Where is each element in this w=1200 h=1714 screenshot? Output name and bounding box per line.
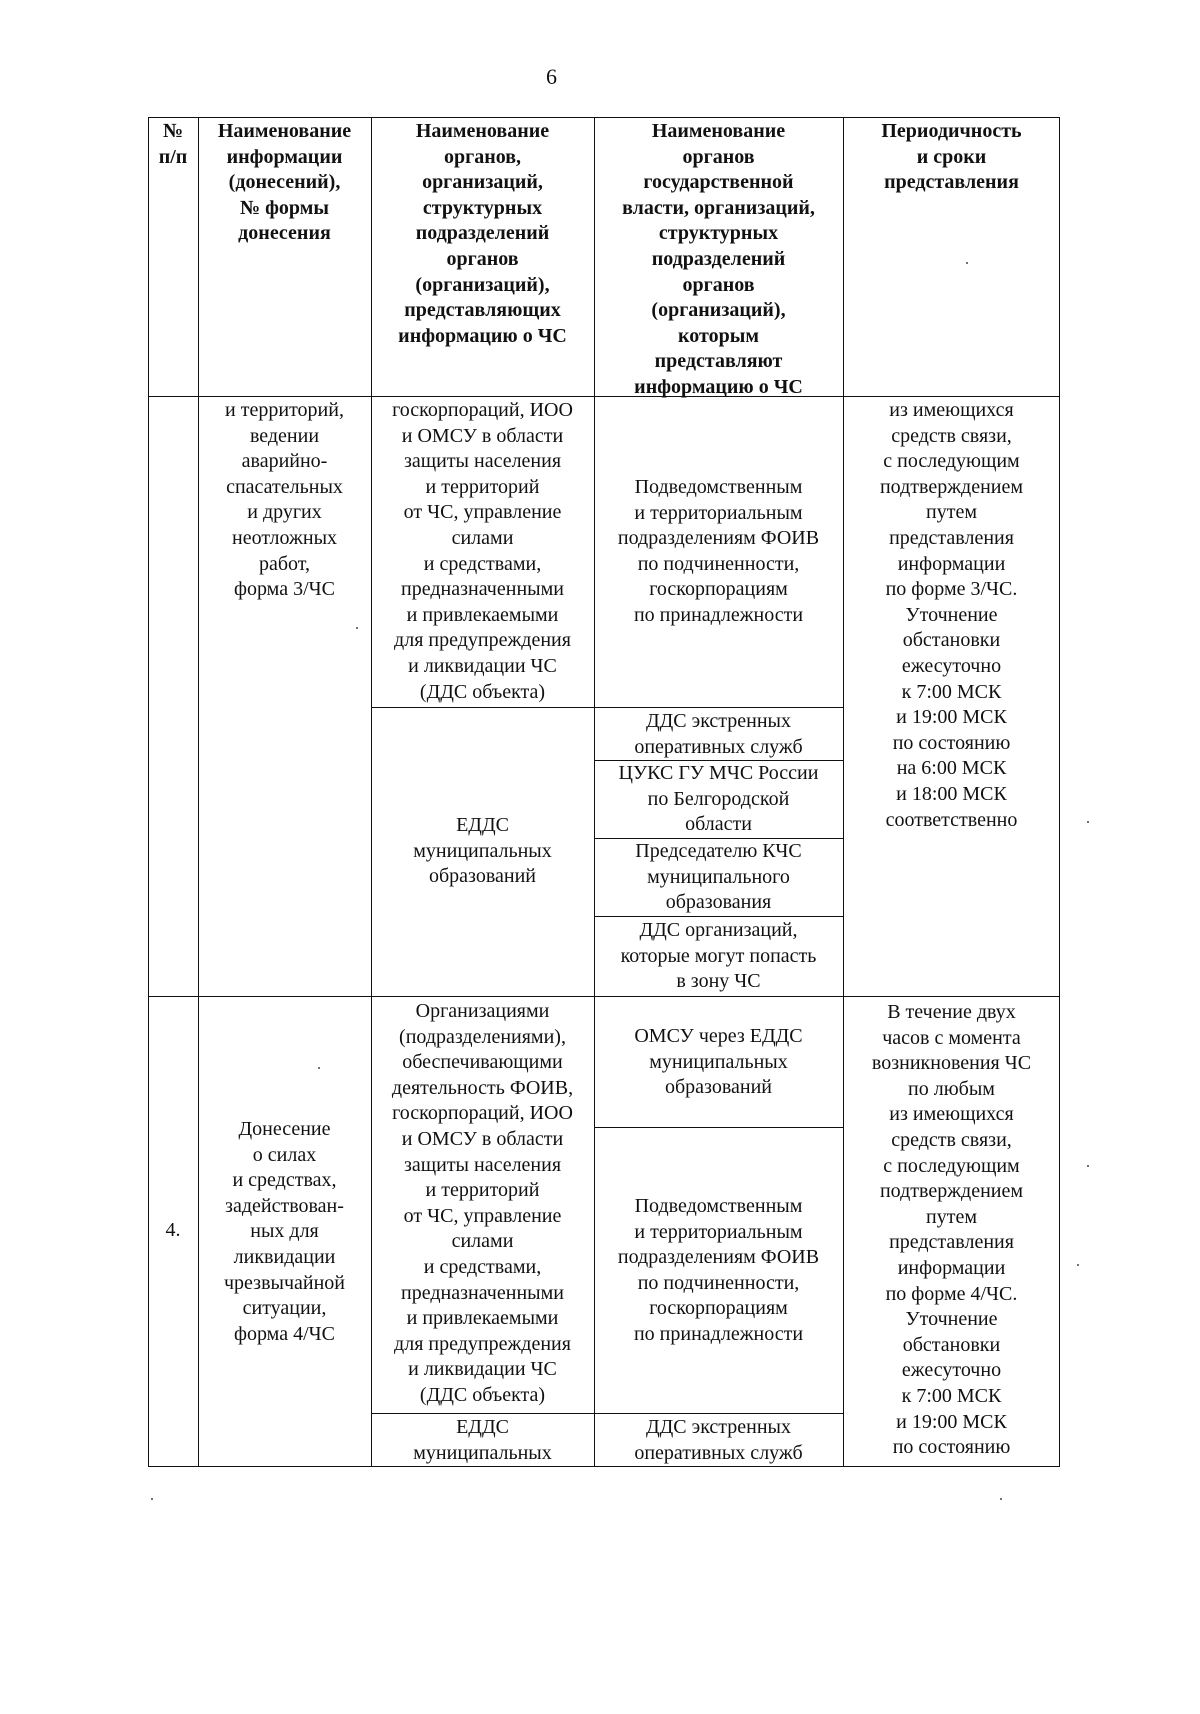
row4-number: 4.	[165, 1219, 181, 1242]
row3-provider-b: ЕДДС муниципальных образований	[413, 814, 552, 888]
row4-period: В течение двух часов с момента возникновения ЧС по любым из имеющихся средств связи, с последующим подтверждением путем представления информации по форме 4/ЧС. Уточнение обстановки ежесуточно к 7:00 МСК и 19:00 МСК по состоянию	[871, 1001, 1032, 1459]
table-divider	[371, 707, 594, 708]
table-divider	[594, 916, 843, 917]
scan-speck	[356, 627, 358, 629]
table-divider	[594, 707, 843, 708]
row4-provider-b: ЕДДС муниципальных	[413, 1416, 552, 1464]
header-periodicity: Периодичность и сроки представления	[881, 120, 1022, 194]
header-recipient: Наименование органов государственной власти, организаций, структурных подразделений органов (организаций), которым представляют информацию о ЧС	[622, 120, 815, 398]
scan-speck	[1087, 821, 1089, 823]
table-divider	[148, 996, 1060, 997]
row4-info: Донесение о силах и средствах, задействован- ных для ликвидации чрезвычайной ситуации, форма 4/ЧС	[223, 1118, 345, 1345]
header-provider: Наименование органов, организаций, структурных подразделений органов (организаций), представляющих информацию о ЧС	[398, 120, 567, 347]
row3-period: из имеющихся средств связи, с последующим подтверждением путем представления информации по форме 3/ЧС. Уточнение обстановки ежесуточно к 7:00 МСК и 19:00 МСК по состоянию на 6:00 МСК и 18:00 МСК соответственно	[879, 399, 1024, 831]
row4-recipient-c: ДДС экстренных оперативных служб	[634, 1416, 803, 1464]
table-divider	[594, 1413, 843, 1414]
row3-recipient-b1: ДДС экстренных оперативных служб	[634, 710, 803, 758]
table-divider	[594, 1127, 843, 1128]
row3-recipient-b3: Председателю КЧС муниципального образования	[635, 840, 802, 914]
row3-recipient-a: Подведомственным и территориальным подразделениям ФОИВ по подчиненности, госкорпорациям по принадлежности	[617, 476, 820, 626]
scan-speck	[151, 1498, 153, 1500]
scan-speck	[1087, 1165, 1089, 1167]
row3-recipient-b4: ДДС организаций, которые могут попасть в зону ЧС	[620, 919, 817, 993]
scan-speck	[318, 1067, 320, 1069]
scan-speck	[1077, 1264, 1079, 1266]
row4-recipient-b: Подведомственным и территориальным подразделениям ФОИВ по подчиненности, госкорпорациям по принадлежности	[617, 1195, 820, 1345]
row4-recipient-a: ОМСУ через ЕДДС муниципальных образований	[634, 1025, 803, 1099]
row4-provider-a: Организациями (подразделениями), обеспечивающими деятельность ФОИВ, госкорпораций, ИОО и ОМСУ в области защиты населения и территорий от ЧС, управление силами и средствами, предназначенными и привлекаемыми для предупреждения и ликвидации ЧС (ДДС объекта)	[391, 1000, 574, 1406]
table-divider	[371, 1413, 594, 1414]
page-number: 6	[546, 64, 557, 89]
row3-recipient-b2: ЦУКС ГУ МЧС России по Белгородской области	[618, 762, 819, 836]
header-info-name: Наименование информации (донесений), № формы донесения	[217, 120, 352, 245]
row3-info: и территорий, ведении аварийно- спасательных и других неотложных работ, форма 3/ЧС	[225, 399, 344, 601]
scan-speck	[966, 262, 968, 264]
header-number: № п/п	[158, 120, 188, 168]
row3-provider-a: госкорпораций, ИОО и ОМСУ в области защиты населения и территорий от ЧС, управление силами и средствами, предназначенными и привлекаемыми для предупреждения и ликвидации ЧС (ДДС объекта)	[392, 399, 573, 703]
scan-speck	[1000, 1498, 1002, 1500]
